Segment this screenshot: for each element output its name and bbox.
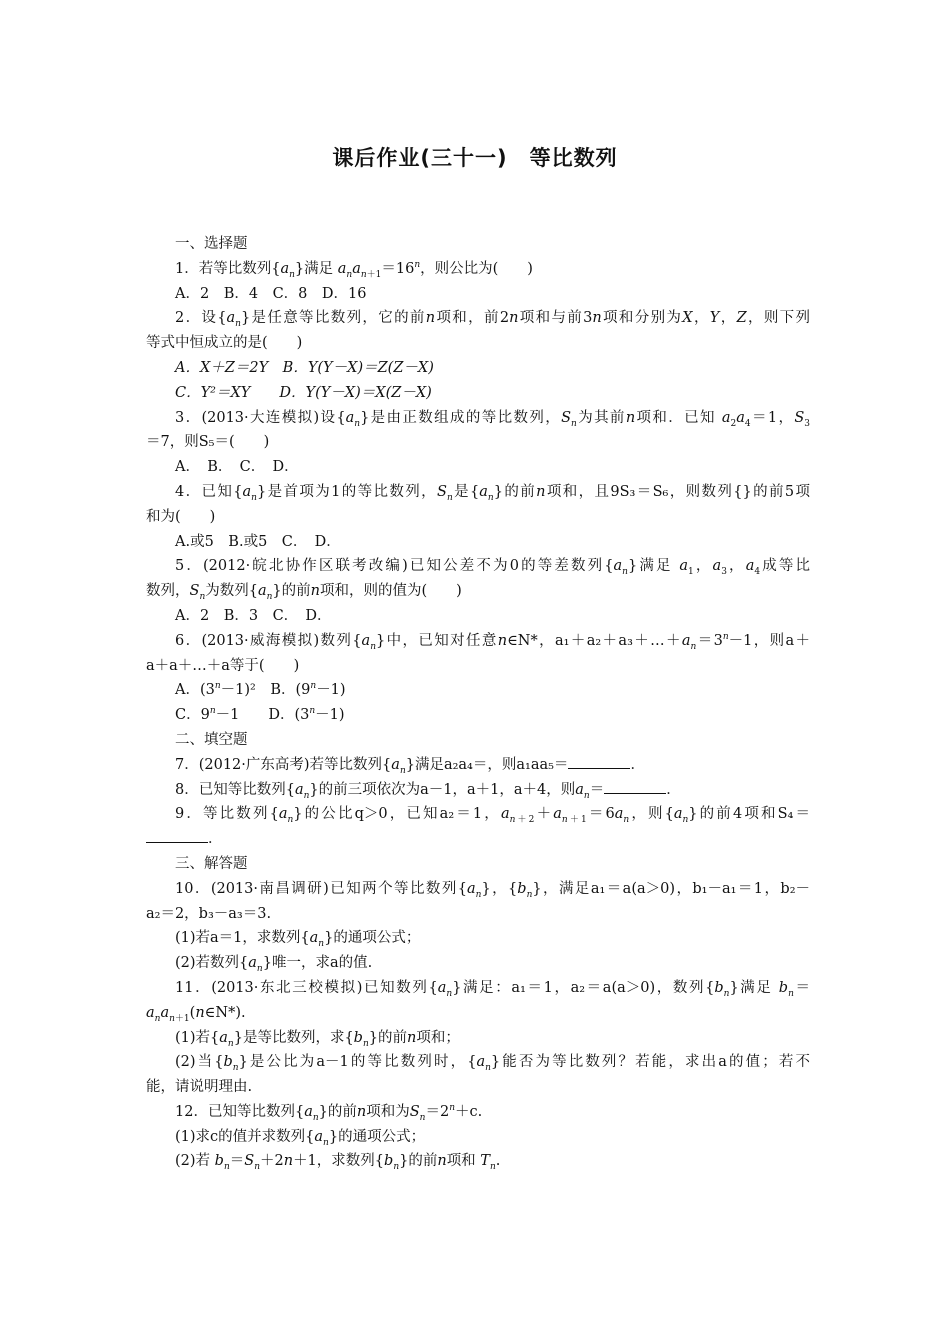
question-12-part-1: (1)求c的值并求数列$\{a_n\}$的通项公式；: [175, 1128, 426, 1148]
answer-blank[interactable]: [146, 841, 208, 843]
question-2-options-ab: A．X＋Z＝2Y B．Y(Y－X)＝Z(Z－X): [175, 359, 434, 376]
question-11-part-2-cont: 能，请说明理由.: [146, 1079, 253, 1096]
question-9: 9．等比数列$\{a_n\}$的公比q＞0，已知a₂＝1，$a_{n+2}+a_{n+1}=6a_n$，则$\{a_n\}$的前4项和S₄＝: [175, 806, 810, 826]
question-7: 7．(2012·广东高考)若等比数列$\{a_n\}$满足a₂a₄＝，则a₁aa₅＝ ．: [175, 756, 645, 776]
question-4-options: A.或5 B.或5 C． D．: [175, 533, 341, 550]
question-10-stem-cont: a₂＝2，b₃－a₃＝3.: [146, 905, 272, 922]
question-11-part-1: (1)若$\{a_n\}$是等比数列，求$\{b_n\}$的前n项和；: [175, 1029, 460, 1049]
question-6-stem-cont: a＋a＋…＋a等于( ): [146, 657, 300, 674]
question-4-stem: 4．已知$\{a_n\}$是首项为1的等比数列，$S_n$是$\{a_n\}$的前n项和，且9S₃＝S₆，则数列{}的前5项: [175, 483, 810, 503]
question-10-part-2: (2)若数列$\{a_n\}$唯一，求a的值.: [175, 955, 373, 974]
question-6-stem: 6．(2013·威海模拟)数列$\{a_n\}$中，已知对任意n∈N*，$a_1+a_2+a_3+\dots+a_n=3^n-1$，则a＋: [175, 631, 810, 652]
question-11-stem-cont: $a_na_{n+1}(n\in N*)$.: [146, 1004, 246, 1024]
page-title: 课后作业(三十一) 等比数列: [332, 146, 618, 170]
question-6-options-ab: A．$(3^n-1)^2$ B．$(9^n-1)$: [175, 681, 346, 699]
question-9-cont: ．: [146, 827, 810, 852]
question-5-stem-cont: 数列，$S_n$为数列$\{a_n\}$的前n项和，则的值为( ): [146, 583, 462, 603]
question-2-stem: 2．设$\{a_n\}$是任意等比数列，它的前n项和，前2n项和与前3n项和分别为X，Y，Z，则下列: [175, 310, 810, 330]
question-3-stem: 3．(2013·大连模拟)设$\{a_n\}$是由正数组成的等比数列，$S_n$为其前n项和．已知 $a_2a_4=1$，$S_3$: [175, 409, 810, 429]
answer-blank[interactable]: [568, 767, 630, 769]
question-5-options: A．2 B．3 C． D．: [175, 607, 332, 624]
question-3-stem-cont: ＝7，则S₅＝( ): [146, 434, 270, 451]
question-2-stem-cont: 等式中恒成立的是( ): [146, 335, 303, 352]
question-12-part-2: (2)若 $b_n=S_n+2n+1$，求数列$\{b_n\}$的前n项和 $T_n$.: [175, 1153, 501, 1173]
question-10-part-1: (1)若a＝1，求数列$\{a_n\}$的通项公式；: [175, 930, 421, 950]
question-1-stem: 1．若等比数列$\{a_n\}$满足 $a_na_{n+1}=16^n$，则公比为( ): [175, 259, 533, 280]
question-4-stem-cont: 和为( ): [146, 508, 216, 525]
question-11-part-2: (2)当$\{b_n\}$是公比为a－1的等比数列时，$\{a_n\}$能否为等比数列？若能，求出a的值；若不: [175, 1054, 810, 1074]
question-11-stem: 11．(2013·东北三校模拟)已知数列$\{a_n\}$满足：a₁＝1，a₂＝a(a＞0)，数列$\{b_n\}$满足 $b_n=$: [175, 979, 810, 999]
question-5-stem: 5．(2012·皖北协作区联考改编)已知公差不为0的等差数列$\{a_n\}$满足 $a_1$，$a_3$，$a_4$成等比: [175, 558, 810, 578]
question-1-options: A．2 B．4 C．8 D．16: [175, 285, 367, 302]
question-10-stem: 10．(2013·南昌调研)已知两个等比数列$\{a_n\}$，$\{b_n\}$，满足a₁＝a(a＞0)，b₁－a₁＝1，b₂－: [175, 880, 810, 900]
section-heading-solve: 三、解答题: [175, 855, 248, 872]
question-2-options-cd: C．Y²＝XY D．Y(Y－X)＝X(Z－X): [175, 384, 432, 401]
question-12-stem: 12．已知等比数列$\{a_n\}$的前n项和为$S_n=2^n+c$.: [175, 1103, 483, 1123]
question-8: 8．已知等比数列$\{a_n\}$的前三项依次为a－1，a＋1，a＋4，则$a_n=$ ．: [175, 781, 681, 801]
section-heading-fill: 二、填空题: [175, 731, 248, 748]
worksheet-body: [146, 232, 810, 1174]
section-heading-choice: 一、选择题: [175, 236, 248, 252]
question-3-options: A． B． C． D．: [175, 459, 299, 476]
question-6-options-cd: C．$9^n-1$ D．$(3^n-1)$: [175, 706, 345, 724]
answer-blank[interactable]: [604, 792, 666, 794]
